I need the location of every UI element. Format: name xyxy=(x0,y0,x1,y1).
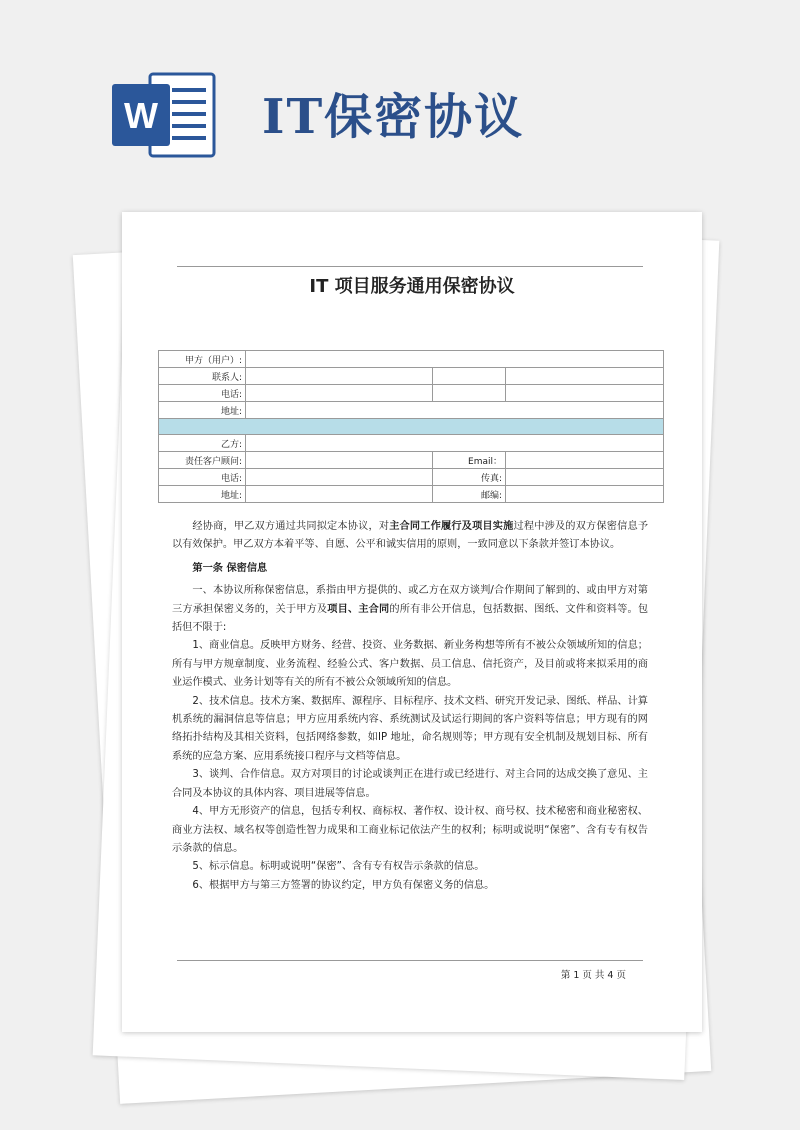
clause-1-paragraph xyxy=(172,582,648,637)
intro-paragraph xyxy=(172,518,648,555)
intro-text: 经协商，甲乙双方通过共同拟定本协议，对 xyxy=(192,521,390,532)
party-b-field[interactable] xyxy=(246,435,664,452)
address-field[interactable] xyxy=(246,402,664,419)
phone2-label: 电话: xyxy=(159,469,246,486)
account-manager-label: 责任客户顾问: xyxy=(159,452,246,469)
party-a-label: 甲方（用户）: xyxy=(159,351,246,368)
phone-extra-cell[interactable] xyxy=(506,385,664,402)
contact-extra-cell[interactable] xyxy=(433,368,506,385)
word-document-icon xyxy=(110,70,218,160)
clause-text: 的所有非公开信息，包括数据、图纸、文件和资料等。包括但不限于: xyxy=(172,603,649,634)
agreement-body xyxy=(172,518,648,895)
contact-field[interactable] xyxy=(246,368,433,385)
address2-label: 地址: xyxy=(159,486,246,503)
divider-cell xyxy=(159,419,664,435)
address-label: 地址: xyxy=(159,402,246,419)
clause-bold-text: 项目、主合同 xyxy=(327,603,390,615)
header-rule xyxy=(177,266,643,267)
footer-rule xyxy=(177,960,643,961)
intro-text: 过程中涉及的双方保密信息予以有效保护。甲乙双方本着平等、自愿、公平和诚实信用的原则，一致同意以下条款并签订本协议。 xyxy=(172,521,649,551)
banner-title: IT保密协议 xyxy=(262,89,525,145)
fax-field[interactable] xyxy=(506,469,664,486)
fax-label: 传真: xyxy=(433,469,506,486)
clause-text: 一、本协议所称保密信息，系指由甲方提供的、或乙方在双方谈判/合作期间了解到的、或由甲方对第三方承担保密义务的，关于甲方及 xyxy=(172,585,648,615)
list-item: 1、商业信息。反映甲方财务、经营、投资、业务数据、新业务构想等所有不被公众领域所知的信息；所有与甲方规章制度、业务流程、经验公式、客户数据、员工信息、信托资产，及目前或将来拟采用的商业运作模式、业务计划等有关的所有不被公众领域所知的信息。 xyxy=(172,640,648,689)
postcode-field[interactable] xyxy=(506,486,664,503)
email-label: Email： xyxy=(433,452,506,469)
address2-field[interactable] xyxy=(246,486,433,503)
svg-text:W: W xyxy=(124,95,158,136)
list-item: 5、标示信息。标明或说明“保密”、含有专有权告示条款的信息。 xyxy=(192,861,485,873)
phone2-field[interactable] xyxy=(246,469,433,486)
party-b-label: 乙方: xyxy=(159,435,246,452)
phone-extra-cell[interactable] xyxy=(433,385,506,402)
party-a-field[interactable] xyxy=(246,351,664,368)
list-item: 6、根据甲方与第三方签署的协议约定，甲方负有保密义务的信息。 xyxy=(192,879,495,891)
list-item: 3、谈判、合作信息。双方对项目的讨论或谈判正在进行或已经进行、对主合同的达成交换了意见、主合同及本协议的具体内容、项目进展等信息。 xyxy=(172,769,648,799)
list-item: 4、甲方无形资产的信息，包括专利权、商标权、著作权、设计权、商号权、技术秘密和商业秘密权、商业方法权、域名权等创造性智力成果和工商业标记依法产生的权利；标明或说明“保密”、含有专有权告示条款的信息。 xyxy=(172,806,648,854)
contact-extra-cell[interactable] xyxy=(506,368,664,385)
phone-label: 电话: xyxy=(159,385,246,402)
list-item: 2、技术信息。技术方案、数据库、源程序、目标程序、技术文档、研究开发记录、图纸、样品、计算机系统的漏洞信息等信息；甲方应用系统内容、系统测试及试运行期间的客户资料等信息；甲方现有的网络拓扑结构及其相关资料，包括网络参数，如IP 地址，命名规则等；甲方现有安全机制及规划目标、所有系统的应急方案、应用系统接口程序与文档等信息。 xyxy=(172,695,648,762)
contact-label: 联系人: xyxy=(159,368,246,385)
document-page xyxy=(122,212,702,1032)
party-info-table xyxy=(158,350,664,503)
email-field[interactable] xyxy=(506,452,664,469)
document-title: IT 项目服务通用保密协议 xyxy=(309,276,515,297)
phone-field[interactable] xyxy=(246,385,433,402)
account-manager-field[interactable] xyxy=(246,452,433,469)
section-divider-row xyxy=(159,419,664,435)
intro-bold-text: 主合同工作履行及项目实施 xyxy=(389,521,514,532)
postcode-label: 邮编: xyxy=(433,486,506,503)
page-number: 第 1 页 共 4 页 xyxy=(560,970,626,981)
article1-title: 第一条 保密信息 xyxy=(192,562,268,574)
